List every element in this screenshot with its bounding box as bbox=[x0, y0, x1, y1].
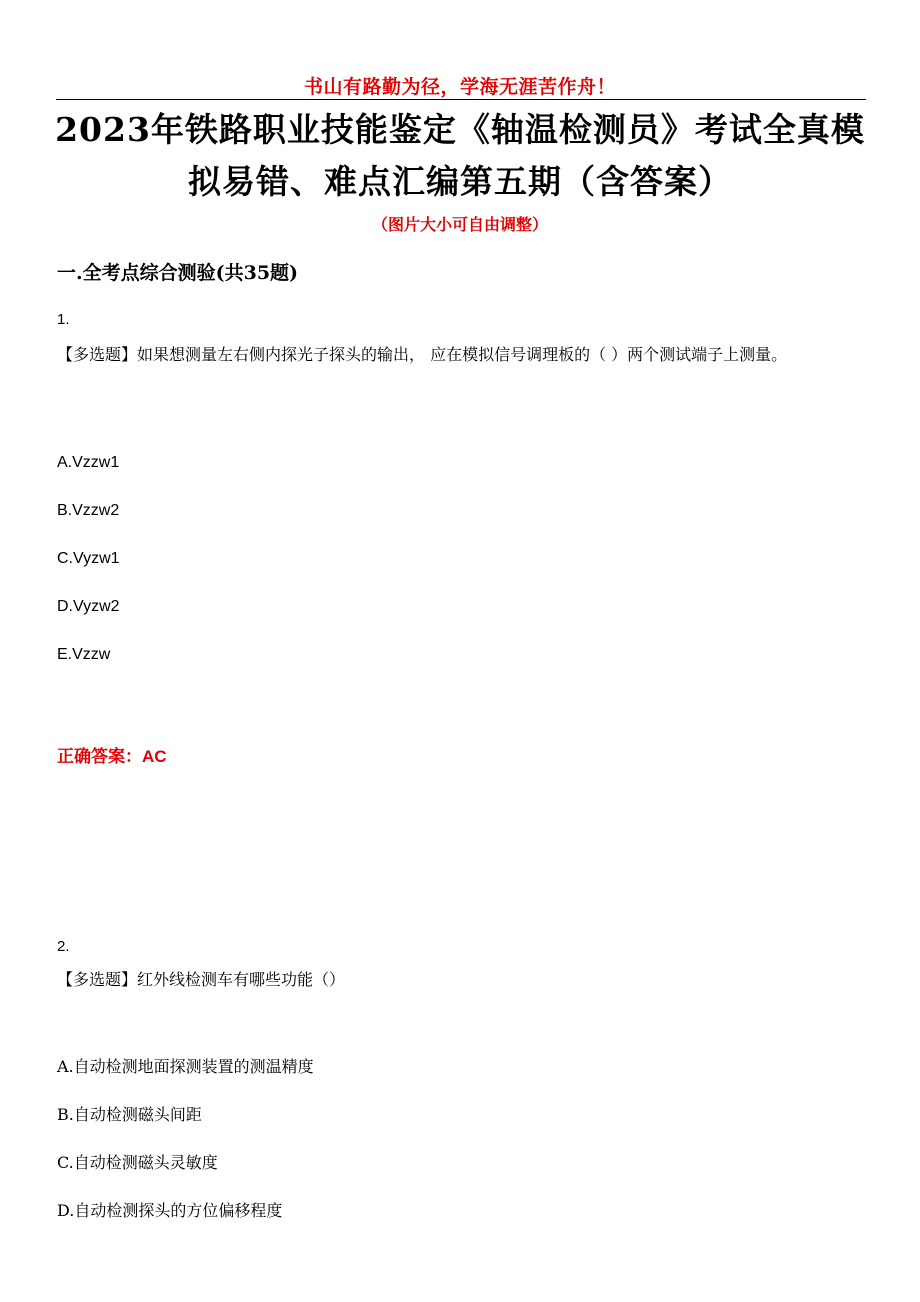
header-divider bbox=[56, 99, 866, 100]
correct-answer: 正确答案：AC bbox=[57, 747, 167, 766]
option-a: A.Vzzw1 bbox=[57, 454, 120, 471]
document-title: 2023年铁路职业技能鉴定《轴温检测员》考试全真模拟易错、难点汇编第五期（含答案） bbox=[55, 110, 865, 201]
option-b: B.自动检测磁头间距 bbox=[57, 1105, 202, 1124]
image-resize-note: （图片大小可自由调整） bbox=[371, 215, 548, 234]
question-text: 【多选题】如果想测量左右侧内探光子探头的输出， 应在模拟信号调理板的（ ）两个测试端子上测量。 bbox=[57, 345, 788, 364]
option-d: D.自动检测探头的方位偏移程度 bbox=[57, 1201, 283, 1220]
question-number: 1. bbox=[57, 311, 70, 328]
option-d: D.Vyzw2 bbox=[57, 598, 120, 615]
motto-banner: 书山有路勤为径，学海无涯苦作舟！ bbox=[303, 76, 616, 98]
section-heading: 一.全考点综合测验(共35题) bbox=[57, 262, 299, 284]
question-text: 【多选题】红外线检测车有哪些功能（） bbox=[57, 970, 346, 989]
option-c: C.Vyzw1 bbox=[57, 550, 120, 567]
option-a: A.自动检测地面探测装置的测温精度 bbox=[57, 1057, 314, 1076]
question-number: 2. bbox=[57, 938, 70, 955]
option-e: E.Vzzw bbox=[57, 646, 111, 663]
option-c: C.自动检测磁头灵敏度 bbox=[57, 1153, 218, 1172]
option-b: B.Vzzw2 bbox=[57, 502, 120, 519]
